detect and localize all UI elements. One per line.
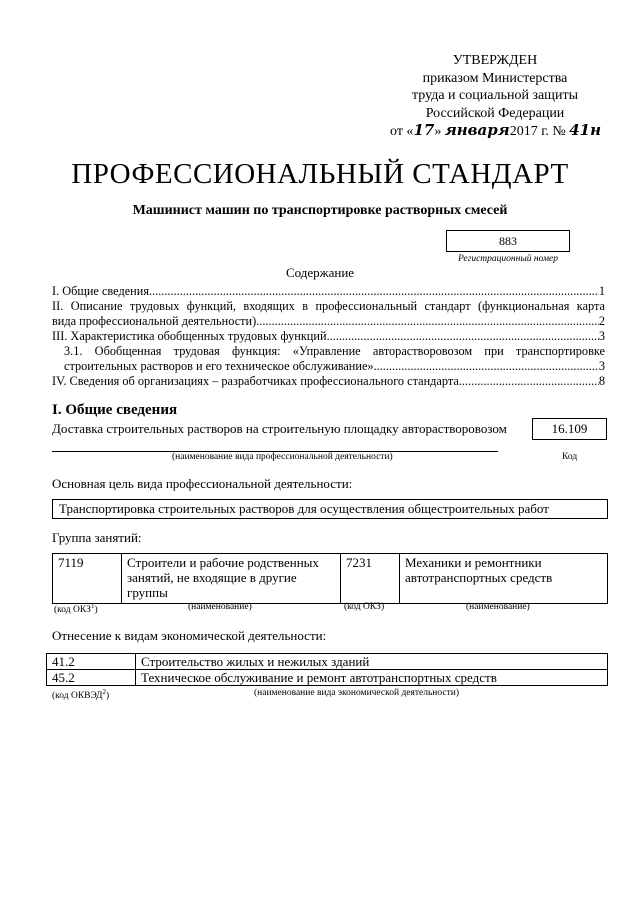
econ-label: Отнесение к видам экономической деятельности: (52, 628, 327, 643)
okz-caption-text: (код ОКЗ (54, 605, 91, 616)
activity-code-box: 16.109 (532, 418, 607, 440)
group-label: Группа занятий: (52, 530, 142, 545)
okz-caption: (код ОКЗ) (344, 602, 385, 612)
okved-name: Строительство жилых и нежилых зданий (136, 654, 608, 670)
approval-title: УТВЕРЖДЕН (452, 53, 538, 68)
toc-page: 2 (598, 314, 605, 328)
okved-table (46, 653, 608, 686)
goal-box: Транспортировка строительных растворов для осуществления общестроительных работ (52, 499, 608, 519)
name-caption: (наименование) (188, 602, 252, 612)
toc-item-label: строительных растворов и его техническое обслуживание» (64, 359, 374, 373)
date-year: 2017 г. № (509, 124, 566, 139)
toc-heading: Содержание (285, 265, 355, 280)
okved-caption (52, 688, 109, 701)
toc-dots (149, 284, 599, 299)
okz-caption-close: ) (94, 605, 98, 616)
toc-item[interactable] (52, 314, 605, 329)
toc-item-line[interactable]: II. Описание трудовых функций, входящих в профессиональный стандарт (функциональная карта (52, 299, 605, 313)
date-month: января (444, 121, 510, 139)
toc-page: 1 (598, 284, 605, 298)
toc-item-label: III. Характеристика обобщенных трудовых функций (52, 329, 327, 343)
activity-name: Доставка строительных растворов на строительную площадку авторастворовозом (52, 421, 507, 436)
footnote-marker: 2 (102, 688, 106, 696)
date-day: 17 (413, 121, 435, 139)
okz-code: 7231 (341, 554, 400, 604)
date-mid: » (434, 124, 445, 139)
toc-page: 8 (598, 374, 605, 388)
occupation-name: Строители и рабочие родственных занятий, не входящие в другие группы (122, 554, 341, 604)
okz-caption (54, 602, 98, 615)
toc-list (52, 284, 605, 389)
toc-dots (256, 314, 599, 329)
toc-item[interactable] (52, 329, 605, 344)
activity-caption: (наименование вида профессиональной деятельности) (172, 452, 393, 462)
approval-line: приказом Министерства (422, 70, 568, 86)
date-prefix: от « (390, 124, 414, 139)
approval-block (390, 52, 600, 141)
toc-item-label: вида профессиональной деятельности) (52, 314, 257, 328)
goal-label: Основная цель вида профессиональной деятельности: (52, 476, 353, 491)
standard-name: Машинист машин по транспортировке растворных смесей (132, 203, 508, 218)
code-caption: Код (562, 452, 578, 462)
toc-item-label: I. Общие сведения (52, 284, 149, 298)
toc-page: 3 (598, 329, 605, 343)
table-row (47, 654, 608, 670)
toc-dots (374, 359, 599, 374)
okved-caption-text: (код ОКВЭД (52, 691, 103, 702)
approval-line: труда и социальной защиты (412, 88, 578, 103)
footnote-marker: 1 (90, 602, 95, 610)
toc-item-label: IV. Сведения об организациях – разработчиках профессионального стандарта (52, 374, 459, 388)
okved-name: Техническое обслуживание и ремонт автотранспортных средств (136, 670, 608, 686)
toc-item[interactable] (52, 284, 605, 299)
registration-number-box: 883 (446, 230, 570, 252)
toc-page: 3 (598, 359, 605, 373)
okz-code: 7119 (53, 554, 122, 604)
okved-code: 41.2 (47, 654, 136, 670)
approval-date-line (390, 122, 600, 141)
page-title: ПРОФЕССИОНАЛЬНЫЙ СТАНДАРТ (71, 158, 569, 190)
registration-caption: Регистрационный номер (457, 254, 559, 264)
toc-item[interactable] (52, 359, 605, 374)
econ-name-caption: (наименование вида экономической деятельности) (254, 688, 459, 698)
name-caption: (наименование) (466, 602, 530, 612)
okved-code: 45.2 (47, 670, 136, 686)
okved-caption-close: ) (105, 691, 110, 702)
occupation-name: Механики и ремонтники автотранспортных средств (400, 554, 608, 604)
toc-item[interactable] (52, 374, 605, 389)
toc-item-line[interactable]: 3.1. Обобщенная трудовая функция: «Управление авторастворовозом при транспортировке (64, 344, 605, 358)
occupation-table (52, 553, 608, 604)
toc-dots (327, 329, 599, 344)
table-row (47, 670, 608, 686)
section-heading: I. Общие сведения (52, 402, 178, 418)
table-row (53, 554, 608, 604)
order-number: 41н (569, 121, 602, 139)
approval-line: Российской Федерации (425, 105, 565, 121)
toc-dots (459, 374, 599, 389)
